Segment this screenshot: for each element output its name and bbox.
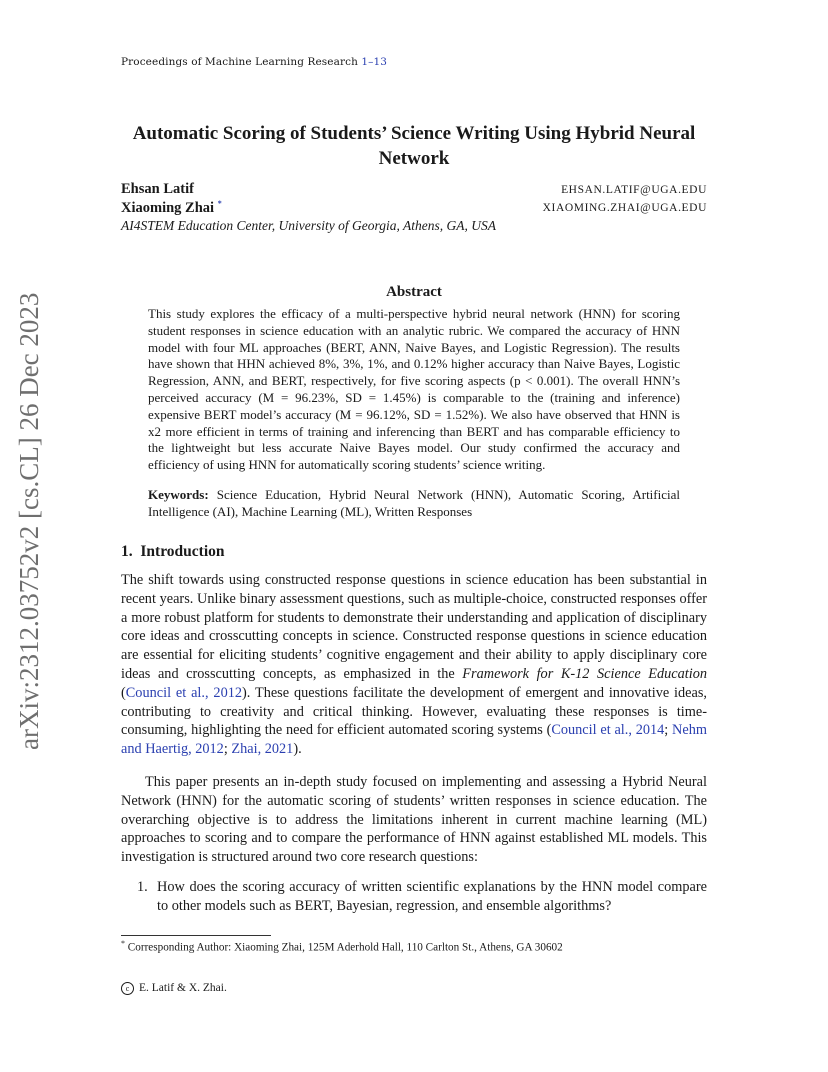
keywords — [148, 487, 680, 521]
footnote-symbol: * — [121, 939, 125, 948]
arxiv-stamp: arXiv:2312.03752v2 [cs.CL] 26 Dec 2023 — [14, 292, 44, 750]
author-name-1: Ehsan Latif — [121, 181, 194, 197]
citation-link[interactable]: Zhai, 2021 — [231, 741, 294, 758]
footnote-rule — [121, 935, 271, 936]
author-email-1[interactable]: EHSAN.LATIF@UGA.EDU — [561, 184, 707, 196]
running-header — [121, 56, 387, 68]
keywords-text: Science Education, Hybrid Neural Network (HNN), Automatic Scoring, Artificial Intelligence (AI), Machine Learning (ML), Written Responses — [148, 487, 680, 519]
affiliation: AI4STEM Education Center, University of Georgia, Athens, GA, USA — [121, 218, 496, 233]
research-question-list — [137, 878, 707, 916]
list-item — [137, 878, 707, 916]
list-item-number: 1. — [137, 879, 148, 895]
author-name-2: Xiaoming Zhai * — [121, 199, 222, 216]
citation-link[interactable]: Nehm and Haertig, 2012 — [121, 722, 707, 758]
framework-title: Framework for K-12 Science Education — [462, 665, 708, 682]
footnote-text: Corresponding Author: Xiaoming Zhai, 125M Aderhold Hall, 110 Carlton St., Athens, GA 30602 — [127, 941, 563, 954]
keywords-label: Keywords: — [148, 487, 209, 502]
copyright-text: E. Latif & X. Zhai. — [139, 982, 227, 994]
intro-paragraph-1: The shift towards using constructed response questions in science education has been substantial in recent years. Unlike binary assessment questions, such as multiple-choice, constructed responses offer a more robust platform for students to demonstrate their understanding and application of disciplinary core ideas and crosscutting concepts in science. Constructed response questions in science education are essential for eliciting students’ cognitive engagement and their ability to apply disciplinary core ideas and crosscutting concepts, as emphasized in the Framework for K-12 Science Education (Council et al., 2012). These questions facilitate the development of emergent and innovative ideas, contributing to creativity and critical thinking. However, evaluating these responses is time-consuming, highlighting the need for efficient automated scoring systems (Council et al., 2014; Nehm and Haertig, 2012; Zhai, 2021). — [121, 572, 708, 758]
citation-link[interactable]: Council et al., 2012 — [125, 684, 243, 701]
list-item-text: How does the scoring accuracy of written scientific explanations by the HNN model compare to other models such as BERT, Bayesian, regression, and ensemble algorithms? — [157, 879, 707, 914]
copyright-icon: c — [121, 982, 134, 995]
citation-link[interactable]: Council et al., 2014 — [551, 722, 665, 739]
abstract-text: This study explores the efficacy of a multi-perspective hybrid neural network (HNN) for scoring student responses in science education with an analytic rubric. We compared the accuracy of HNN model with four ML approaches (BERT, ANN, Naive Bayes, and Logistic Regression). The results have shown that HHN achieved 8%, 3%, 1%, and 0.12% higher accuracy than Naive Bayes, Logistic Regression, ANN, and BERT, respectively, for five scoring aspects (p < 0.001). The overall HNN’s perceived accuracy (M = 96.23%, SD = 1.45%) is comparable to the (training and inference) expensive BERT model’s accuracy (M = 96.12%, SD = 1.52%). We also have observed that HNN is x2 more efficient in terms of training and inferencing than BERT and has comparable efficiency to the lightweight but less accurate Naive Bayes model. Our study confirmed the accuracy and efficiency of using HNN for automatically scoring students’ science writing. — [148, 306, 680, 473]
header-text: Proceedings of Machine Learning Research — [121, 56, 362, 68]
footnote-mark[interactable]: * — [217, 199, 222, 208]
header-pages-link[interactable]: 1–13 — [361, 56, 388, 68]
copyright — [121, 982, 227, 995]
author-email-2[interactable]: XIAOMING.ZHAI@UGA.EDU — [542, 202, 707, 214]
abstract-heading: Abstract — [386, 284, 442, 300]
section-heading: 1. Introduction — [121, 543, 225, 560]
footnote — [121, 939, 563, 954]
intro-paragraph-2: This paper presents an in-depth study focused on implementing and assessing a Hybrid Neural Network (HNN) for the automatic scoring of students’ written responses in science education. The overarching objective is to address the limitations inherent in current machine learning (ML) approaches to scoring and to compare the performance of HNN against established ML models. This investigation is structured around two core research questions: — [121, 774, 707, 866]
paper-title: Automatic Scoring of Students’ Science Writing Using Hybrid Neural Network — [132, 123, 696, 169]
